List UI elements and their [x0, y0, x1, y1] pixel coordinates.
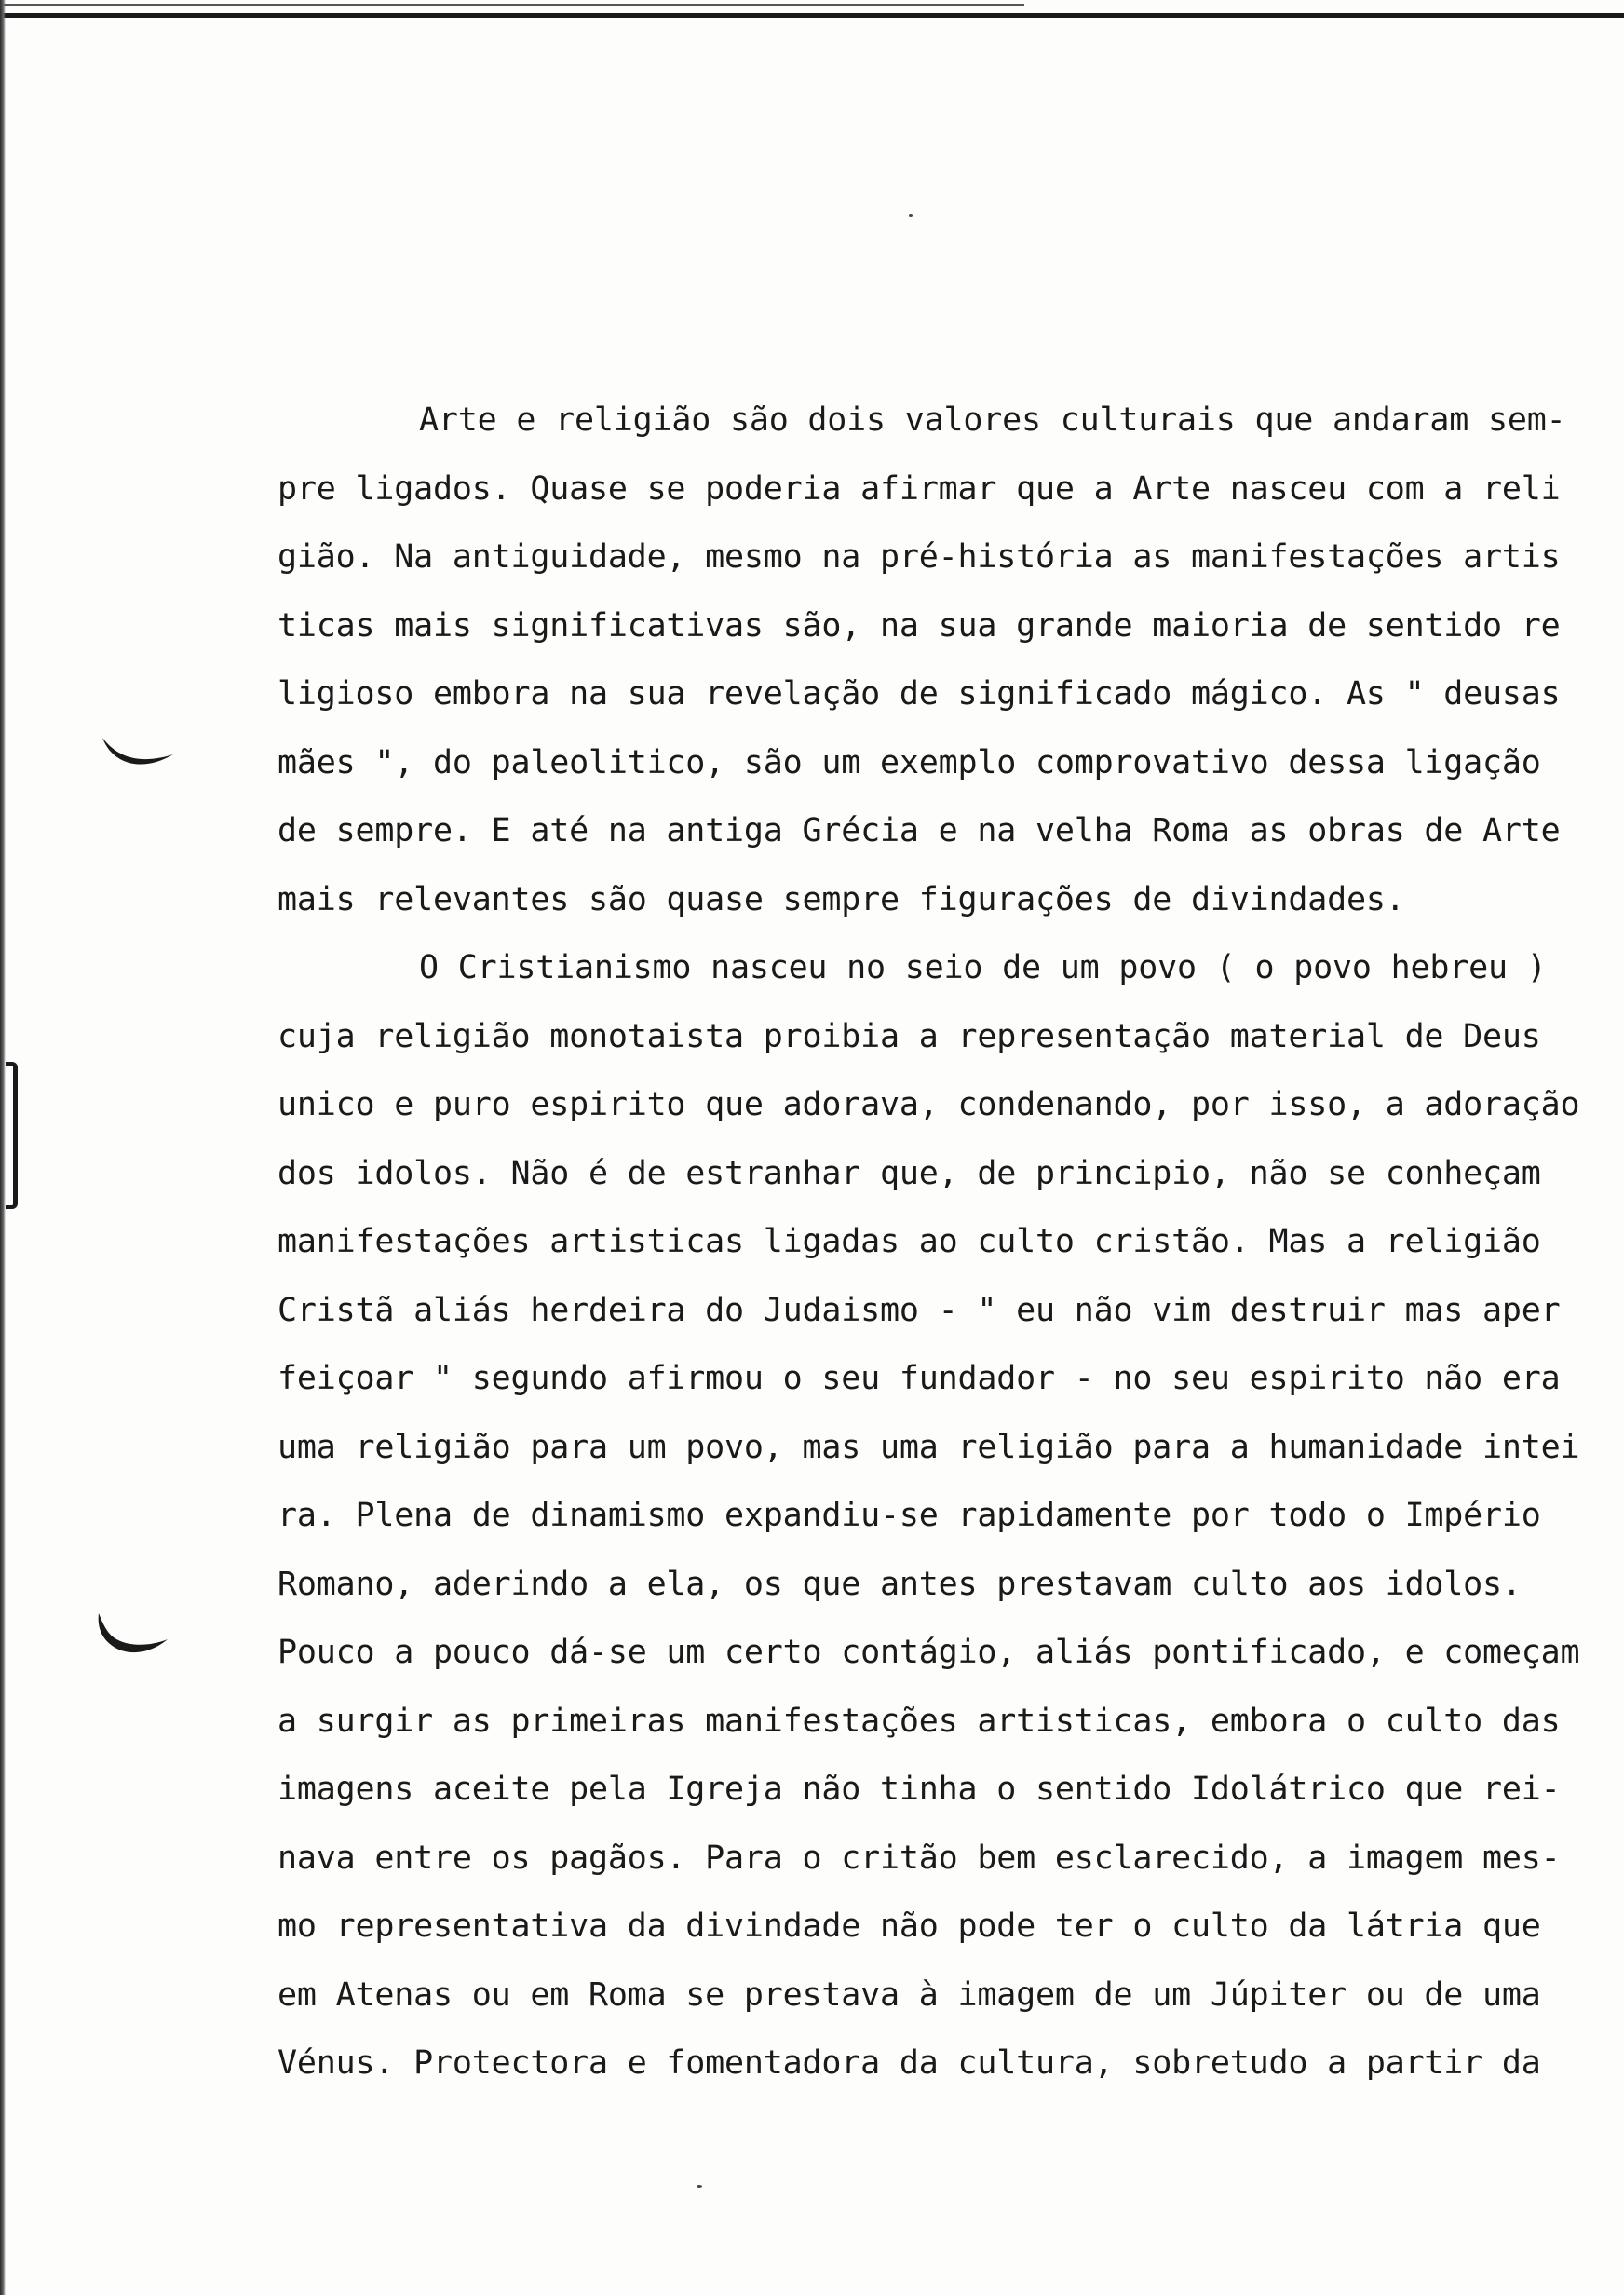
- text-line: manifestações artisticas ligadas ao culto cristão. Mas a religião: [277, 1223, 1541, 1260]
- top-edge-line: [0, 13, 1624, 18]
- text-line: Cristã aliás herdeira do Judaismo - " eu não vim destruir mas aper: [277, 1291, 1561, 1329]
- top-edge-thin-line: [0, 4, 1024, 6]
- text-line: Vénus. Protectora e fomentadora da cultura, sobretudo a partir da: [277, 2044, 1541, 2082]
- text-line: imagens aceite pela Igreja não tinha o sentido Idolátrico que rei-: [277, 1771, 1561, 1808]
- text-line: dos idolos. Não é de estranhar que, de principio, não se conheçam: [277, 1154, 1541, 1192]
- text-line: Romano, aderindo a ela, os que antes prestavam culto aos idolos.: [277, 1565, 1522, 1603]
- text-line: ticas mais significativas são, na sua grande maioria de sentido re: [277, 606, 1561, 645]
- text-line: Pouco a pouco dá-se um certo contágio, aliás pontificado, e começam: [277, 1634, 1580, 1671]
- text-line: ra. Plena de dinamismo expandiu-se rapidamente por todo o Império: [277, 1497, 1541, 1534]
- text-line: a surgir as primeiras manifestações artisticas, embora o culto das: [277, 1702, 1561, 1740]
- text-line: Arte e religião são dois valores culturais que andaram sem-: [419, 401, 1566, 439]
- text-line: O Cristianismo nasceu no seio de um povo ( o povo hebreu ): [419, 949, 1547, 986]
- body-text: [277, 387, 1580, 2098]
- text-line: gião. Na antiguidade, mesmo na pré-história as manifestações artis: [277, 538, 1561, 576]
- punch-hole-mark-icon: [93, 1609, 171, 1662]
- text-line: cuja religião monotaista proibia a representação material de Deus: [277, 1017, 1541, 1055]
- paragraph-2: [277, 934, 1580, 2098]
- binding-clip-mark: [6, 1062, 18, 1209]
- text-line: uma religião para um povo, mas uma religião para a humanidade intei: [277, 1428, 1580, 1466]
- text-line: em Atenas ou em Roma se prestava à imagem de um Júpiter ou de uma: [277, 1976, 1541, 2014]
- text-line: mais relevantes são quase sempre figurações de divindades.: [277, 880, 1405, 918]
- paragraph-1: [277, 387, 1566, 934]
- speck: [697, 2185, 702, 2188]
- text-line: ligioso embora na sua revelação de significado mágico. As " deusas: [277, 675, 1561, 713]
- text-line: nava entre os pagãos. Para o critão bem esclarecido, a imagem mes-: [277, 1839, 1561, 1877]
- text-line: feiçoar " segundo afirmou o seu fundador - no seu espirito não era: [277, 1360, 1561, 1397]
- speck: [909, 214, 913, 217]
- text-line: de sempre. E até na antiga Grécia e na velha Roma as obras de Arte: [277, 812, 1561, 849]
- text-line: mo representativa da divindade não pode ter o culto da látria que: [277, 1908, 1541, 1945]
- text-line: mães ", do paleolitico, são um exemplo comprovativo dessa ligação: [277, 743, 1541, 781]
- text-line: pre ligados. Quase se poderia afirmar que a Arte nasceu com a reli: [277, 469, 1561, 508]
- text-line: unico e puro espirito que adorava, condenando, por isso, a adoração: [277, 1086, 1580, 1123]
- punch-hole-mark-icon: [99, 732, 177, 775]
